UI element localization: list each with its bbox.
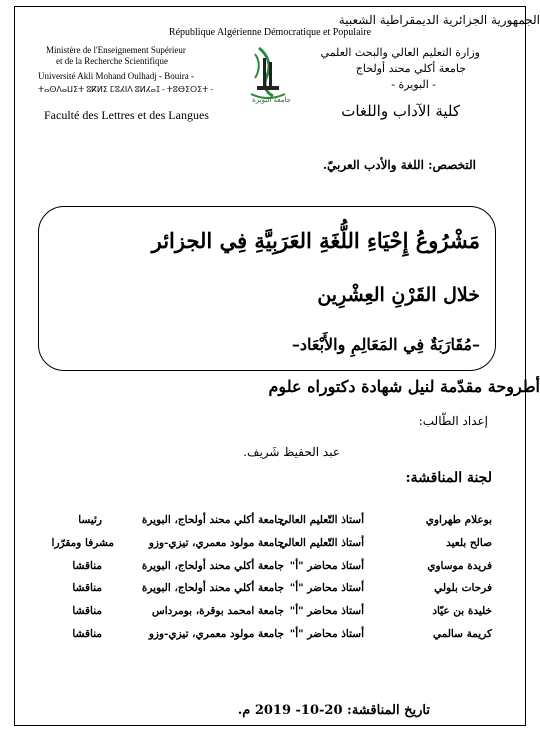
member-university: جامعة امحمد بوقرة، بومرداس [151, 605, 284, 617]
defense-date: تاريخ المناقشة: 20-10- 2019 م. [237, 703, 430, 718]
republic-arabic: الجمهورية الجزائرية الديمقراطية الشعبية [338, 13, 540, 27]
committee-row [0, 605, 540, 625]
faculty-french: Faculté des Lettres et des Langues [44, 108, 209, 122]
committee-row [0, 560, 540, 580]
member-role: مناقشا [72, 605, 102, 617]
committee-row [0, 582, 540, 602]
member-rank: أستاذ محاضر "أ" [289, 605, 364, 617]
member-name: فريدة موساوي [427, 560, 492, 572]
member-university: جامعة مولود معمري، تيزي-وزو [148, 628, 284, 640]
member-rank: أستاذ التّعليم العالي [279, 514, 364, 526]
faculty-arabic: كلية الآداب واللغات [341, 102, 460, 120]
member-rank: أستاذ محاضر "أ" [289, 582, 364, 594]
committee-row [0, 628, 540, 648]
city-arabic: - البويرة - [391, 78, 436, 91]
member-name: صالح بلعيد [446, 537, 492, 549]
university-tifinagh: ⵜⴰⵙⴷⴰⵡⵉⵜ ⵓⴽⵍⵉ ⵎⵓⵃⵏⴷ ⵓⵍⵃⴰⵊ - ⵜⵓⴱⵉⵔⵉⵜ - [38, 85, 213, 94]
committee-row [0, 514, 540, 534]
title-line2: خلال القَرْنِ العِشْرِين [317, 284, 480, 306]
republic-french: République Algérienne Démocratique et Populaire [168, 27, 372, 38]
university-french: Université Akli Mohand Oulhadj - Bouira - [38, 71, 194, 81]
specialty: التخصص: اللغة والأدب العربيّ. [322, 158, 476, 172]
member-name: فرحات بلولي [434, 582, 492, 594]
university-logo [245, 44, 291, 110]
student-name: عبد الحفيظ شَريف. [243, 445, 340, 459]
member-role: مناقشا [72, 628, 102, 640]
member-role: رئيسا [78, 514, 102, 526]
committee-row [0, 537, 540, 557]
prepared-by-label: إعداد الطّالب: [418, 414, 488, 428]
member-university: جامعة أكلي محند أولحاج، البويرة [141, 582, 284, 594]
member-name: بوعلام طهراوي [425, 514, 492, 526]
member-role: مناقشا [72, 582, 102, 594]
ministry-french-line2: et de la Recherche Scientifique [56, 56, 168, 66]
member-university: جامعة أكلي محند أولحاج، البويرة [141, 560, 284, 572]
member-role: مناقشا [72, 560, 102, 572]
member-rank: أستاذ التّعليم العالي [279, 537, 364, 549]
ministry-french-line1: Ministère de l'Enseignement Supérieur [46, 45, 186, 55]
member-university: جامعة مولود معمري، تيزي-وزو [148, 537, 284, 549]
member-name: خليدة بن عيّاد [432, 605, 492, 617]
thesis-type: أطروحة مقدّمة لنيل شهادة دكتوراه علوم [268, 377, 540, 396]
logo-caption: جامعة البويرة [252, 96, 291, 104]
university-arabic: جامعة أكلي محند أولحاج [355, 62, 466, 75]
committee-label: لجنة المناقشة: [405, 470, 492, 486]
ministry-arabic: وزارة التعليم العالي والبحث العلمي [320, 46, 480, 59]
member-rank: أستاذ محاضر "أ" [289, 560, 364, 572]
title-line1: مَشْرُوعُ إِحْيَاءِ اللُّغَةِ العَرَبِيَّةِ فِي الجزائر [151, 228, 480, 253]
title-line3: –مُقَارَبَةٌ فِي المَعَالِمِ والأَبْعَاد– [291, 335, 480, 354]
member-name: كريمة سالمي [432, 628, 492, 640]
member-role: مشرفا ومقرّرا [51, 537, 114, 549]
member-university: جامعة أكلي محند أولحاج، البويرة [141, 514, 284, 526]
member-rank: أستاذ محاضر "أ" [289, 628, 364, 640]
